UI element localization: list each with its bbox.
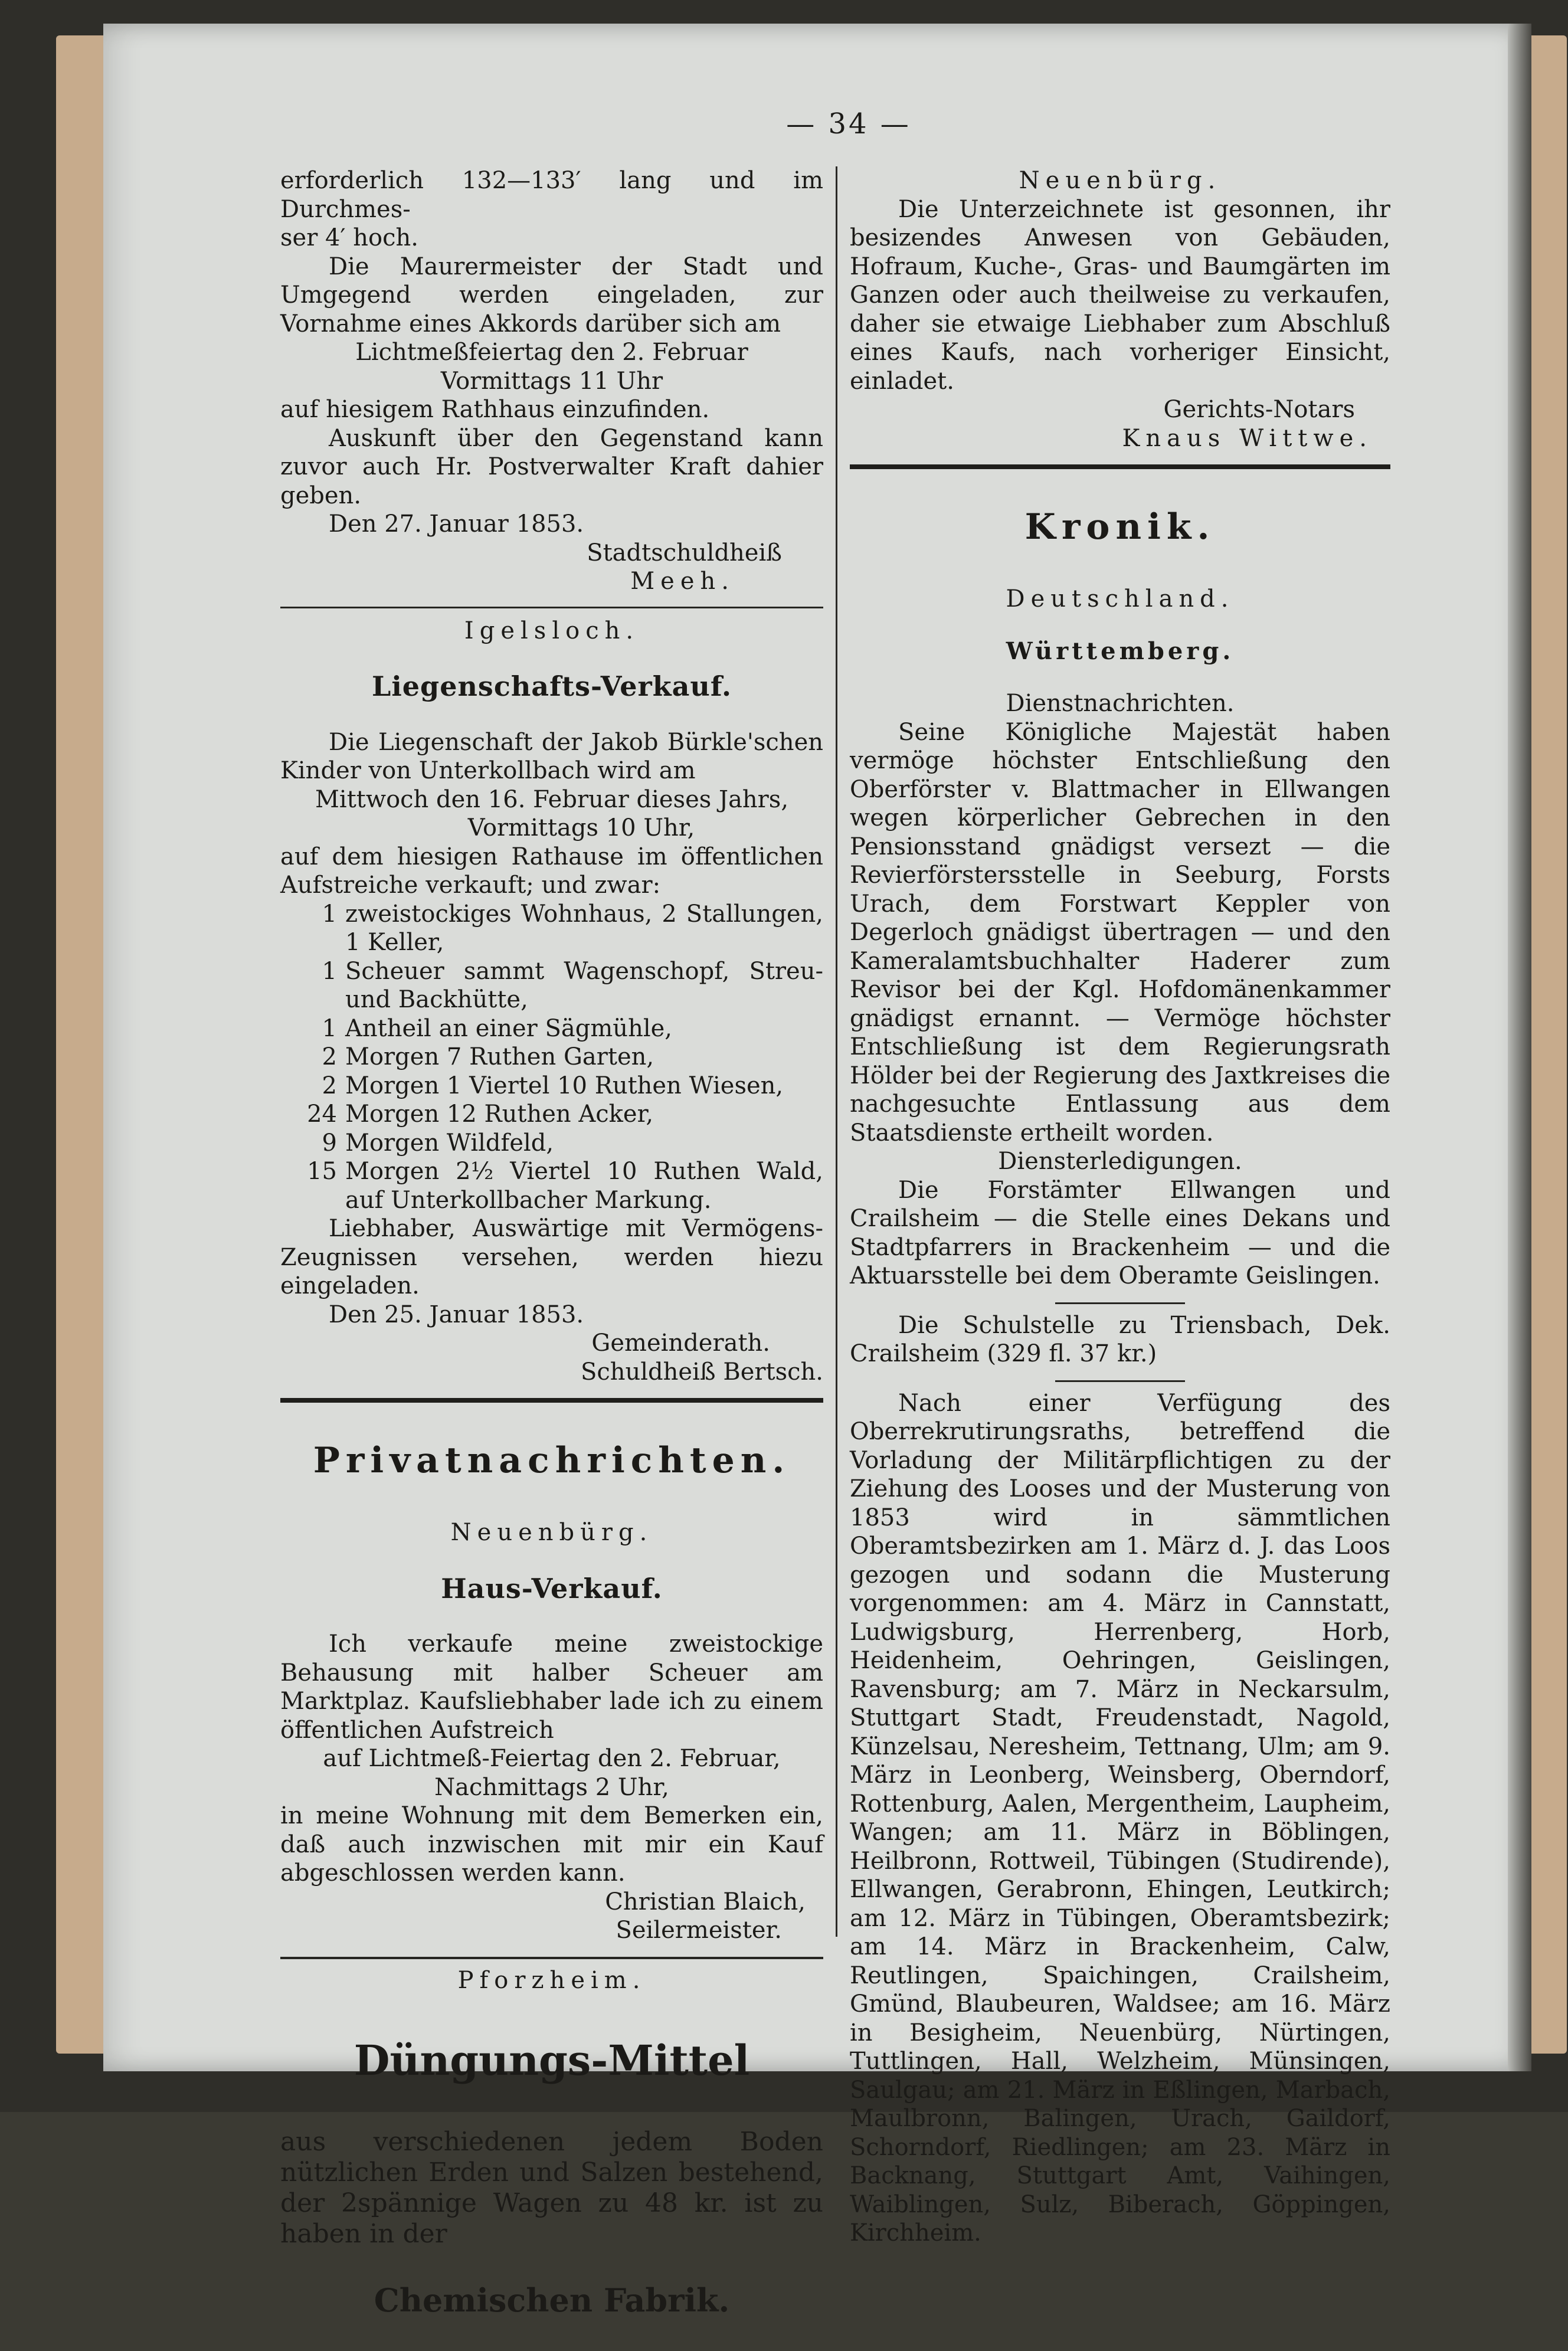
kronik-para-1: Seine Königliche Majestät haben vermöge höchster Entschließung den Oberförster v. Blattmacher in Ellwangen wegen körperlicher Gebrechen in den Pensionsstand gnädigst versezt — die Revierförstersstelle in Seeburg, Forsts Urach, dem Forstwart Keppler von Degerloch gnädigst übertragen — und den Kameralamtsbuchhalter Haderer zum Revisor bei der Kgl. Hofdomänenkammer gnädigst ernannt. — Vermöge höchster Entschließung ist dem Regierungsrath Hölder bei der Regierung des Jaxtkreises die nachgesuchte Entlassung aus dem Staatsdienste ertheilt worden.	[850, 718, 1390, 1147]
list-item-text: Morgen 12 Ruthen Acker,	[345, 1101, 654, 1128]
kronik-section-2: Diensterledigungen.	[998, 1148, 1242, 1175]
pforzheim-place: Pforzheim.	[457, 1966, 646, 1994]
kronik-heading: Kronik.	[1024, 506, 1216, 548]
igelsloch-signer-1: Gemeinderath.	[591, 1330, 770, 1357]
kronik-para-2: Die Forstämter Ellwangen und Crailsheim — die Stelle eines Dekans und Stadtpfarrers in Brackenheim — und die Aktuarsstelle bei dem Oberamte Geislingen.	[850, 1176, 1390, 1289]
pforzheim-text: aus verschiedenen jedem Boden nützlichen Erden und Salzen bestehend, der 2spännige Wagen zu 48 kr. ist zu haben in der	[280, 2127, 823, 2249]
list-item	[280, 1014, 823, 1043]
pforzheim-footer: Chemischen Fabrik.	[374, 2281, 730, 2319]
section-divider-thick	[850, 464, 1390, 469]
ad-invite: Die Maurermeister der Stadt und Umgegend werden eingeladen, zur Vornahme eines Akkords darüber sich am	[280, 253, 823, 338]
ad-line-2: ser 4′ hoch.	[280, 224, 419, 251]
list-item-text: Scheuer sammt Wagenschopf, Streu- und Backhütte,	[345, 957, 823, 1013]
section-divider-thick	[280, 1398, 823, 1403]
privat-heading: Privatnachrichten.	[313, 1440, 791, 1481]
list-item	[280, 900, 823, 957]
neuenburg-place: Neuenbürg.	[1019, 167, 1222, 194]
list-item-num: 15	[307, 1158, 337, 1185]
privat-section	[280, 1438, 823, 1945]
list-item	[280, 1157, 823, 1214]
list-item-text: Morgen 2½ Viertel 10 Ruthen Wald, auf Unterkollbacher Markung.	[345, 1158, 823, 1214]
ad-time: Vormittags 11 Uhr	[440, 367, 663, 395]
ad-date: Lichtmeßfeiertag den 2. Februar	[355, 339, 748, 366]
list-item-num: 24	[307, 1101, 337, 1128]
section-divider	[280, 1957, 823, 1959]
privat-text: Ich verkaufe meine zweistockige Behausung mit halber Scheuer am Marktplaz. Kaufsliebhaber lade ich zu einem öffentlichen Aufstreich	[280, 1630, 823, 1744]
column-divider	[836, 166, 837, 1937]
privat-date: auf Lichtmeß-Feiertag den 2. Februar,	[323, 1745, 781, 1772]
ad-dated: Den 27. Januar 1853.	[329, 510, 584, 538]
privat-signer-name: Christian Blaich,	[605, 1888, 806, 1915]
list-item-num: 2	[322, 1043, 337, 1070]
neuenburg-notice	[850, 166, 1390, 453]
neuenburg-signer-2: Knaus Wittwe.	[1122, 424, 1373, 452]
igelsloch-intro: Die Liegenschaft der Jakob Bürkle'schen Kinder von Unterkollbach wird am	[280, 728, 823, 784]
igelsloch-place-text: auf dem hiesigen Rathause im öffentlichen Aufstreiche verkauft; und zwar:	[280, 843, 823, 899]
list-item-text: zweistockiges Wohnhaus, 2 Stallungen, 1 Keller,	[345, 900, 823, 956]
igelsloch-time: Vormittags 10 Uhr,	[467, 814, 695, 841]
ad-continuation	[280, 166, 823, 596]
list-item-num: 1	[322, 1014, 337, 1042]
list-item	[280, 1100, 823, 1129]
privat-subheading: Haus-Verkauf.	[441, 1572, 663, 1605]
kronik-para-4: Nach einer Verfügung des Oberrekrutirungsraths, betreffend die Vorladung der Militärpflichtigen zu der Ziehung des Looses und der Musterung von 1853 wird in sämmtlichen Oberamtsbezirken am 1. März d. J. das Loos gezogen und sodann die Musterung vorgenommen: am 4. März in Cannstatt, Ludwigsburg, Herrenberg, Horb, Heidenheim, Oehringen, Geislingen, Ravensburg; am 7. März in Neckarsulm, Stuttgart Stadt, Freudenstadt, Nagold, Künzelsau, Neresheim, Tettnang, Ulm; am 9. März in Leonberg, Weinsberg, Oberndorf, Rottenburg, Aalen, Mergentheim, Laupheim, Wangen; am 11. März in Böblingen, Heilbronn, Rottweil, Tübingen (Studirende), Ellwangen, Gerabronn, Ehingen, Leutkirch; am 12. März in Tübingen, Oberamtsbezirk; am 14. März in Brackenheim, Calw, Reutlingen, Spaichingen, Crailsheim, Gmünd, Blaubeuren, Waldsee; am 16. März in Besigheim, Neuenbürg, Nürtingen, Tuttlingen, Hall, Welzheim, Münsingen, Saulgau; am 21. März in Eßlingen, Marbach, Maulbronn, Balingen, Urach, Gaildorf, Schorndorf, Riedlingen; am 23. März in Backnang, Stuttgart Amt, Vaihingen, Waiblingen, Sulz, Biberach, Göppingen, Kirchheim.	[850, 1389, 1390, 2247]
list-item	[280, 957, 823, 1014]
right-column	[850, 166, 1390, 2248]
list-item-text: Morgen 7 Ruthen Garten,	[345, 1043, 654, 1070]
privat-signer-title: Seilermeister.	[616, 1917, 782, 1944]
kronik-para-3: Die Schulstelle zu Triensbach, Dek. Crailsheim (329 fl. 37 kr.)	[850, 1311, 1390, 1367]
privat-place: Neuenbürg.	[450, 1519, 653, 1546]
privat-text-2: in meine Wohnung mit dem Bemerken ein, daß auch inzwischen mit mir ein Kauf abgeschlossen werden kann.	[280, 1802, 823, 1887]
list-item	[280, 1129, 823, 1158]
section-divider	[280, 607, 823, 608]
neuenburg-text: Die Unterzeichnete ist gesonnen, ihr besizendes Anwesen von Gebäuden, Hofraum, Kuche-, Gras- und Baumgärten im Ganzen oder auch theilweise zu verkaufen, daher sie etwaige Liebhaber zum Abschluß eines Kaufs, nach vorheriger Einsicht, einladet.	[850, 195, 1390, 395]
list-item	[280, 1043, 823, 1072]
ad-info: Auskunft über den Gegenstand kann zuvor auch Hr. Postverwalter Kraft dahier geben.	[280, 424, 823, 509]
igelsloch-heading: Liegenschafts-Verkauf.	[371, 670, 732, 702]
neuenburg-signer-1: Gerichts-Notars	[1163, 396, 1355, 423]
left-column	[280, 166, 823, 2351]
list-item-num: 1	[322, 957, 337, 985]
pforzheim-ad	[280, 1966, 823, 2320]
ad-signer-name: Meeh.	[630, 568, 735, 595]
list-item-num: 2	[322, 1072, 337, 1099]
list-item-text: Morgen Wildfeld,	[345, 1129, 554, 1157]
kronik-country: Deutschland.	[1006, 585, 1235, 613]
page-number: — 34 —	[786, 107, 911, 140]
ad-line-1: erforderlich 132—133′ lang und im Durchmes-	[280, 167, 823, 223]
igelsloch-place: Igelsloch.	[464, 617, 640, 644]
kronik-section-1: Dienstnachrichten.	[1006, 690, 1235, 717]
list-item-text: Antheil an einer Sägmühle,	[345, 1014, 673, 1042]
kronik-state: Württemberg.	[1006, 637, 1235, 665]
ad-signer-title: Stadtschuldheiß	[587, 539, 782, 567]
igelsloch-signer-2: Schuldheiß Bertsch.	[580, 1358, 823, 1386]
list-item-text: Morgen 1 Viertel 10 Ruthen Wiesen,	[345, 1072, 784, 1099]
short-divider	[1055, 1380, 1185, 1382]
short-divider	[1055, 1302, 1185, 1304]
binding-gutter	[1508, 24, 1531, 2071]
igelsloch-date: Mittwoch den 16. Februar dieses Jahrs,	[315, 785, 789, 813]
ad-place: auf hiesigem Rathhaus einzufinden.	[280, 396, 710, 423]
list-item	[280, 1072, 823, 1101]
kronik-section	[850, 505, 1390, 2248]
igelsloch-list	[280, 900, 823, 1215]
pforzheim-heading: Düngungs-Mittel	[353, 2036, 750, 2085]
igelsloch-dated: Den 25. Januar 1853.	[329, 1301, 584, 1328]
igelsloch-closing: Liebhaber, Auswärtige mit Vermögens-Zeugnissen versehen, werden hiezu eingeladen.	[280, 1215, 823, 1299]
igelsloch-notice	[280, 617, 823, 1387]
list-item-num: 9	[322, 1129, 337, 1157]
privat-time: Nachmittags 2 Uhr,	[434, 1773, 669, 1801]
list-item-num: 1	[322, 900, 337, 928]
